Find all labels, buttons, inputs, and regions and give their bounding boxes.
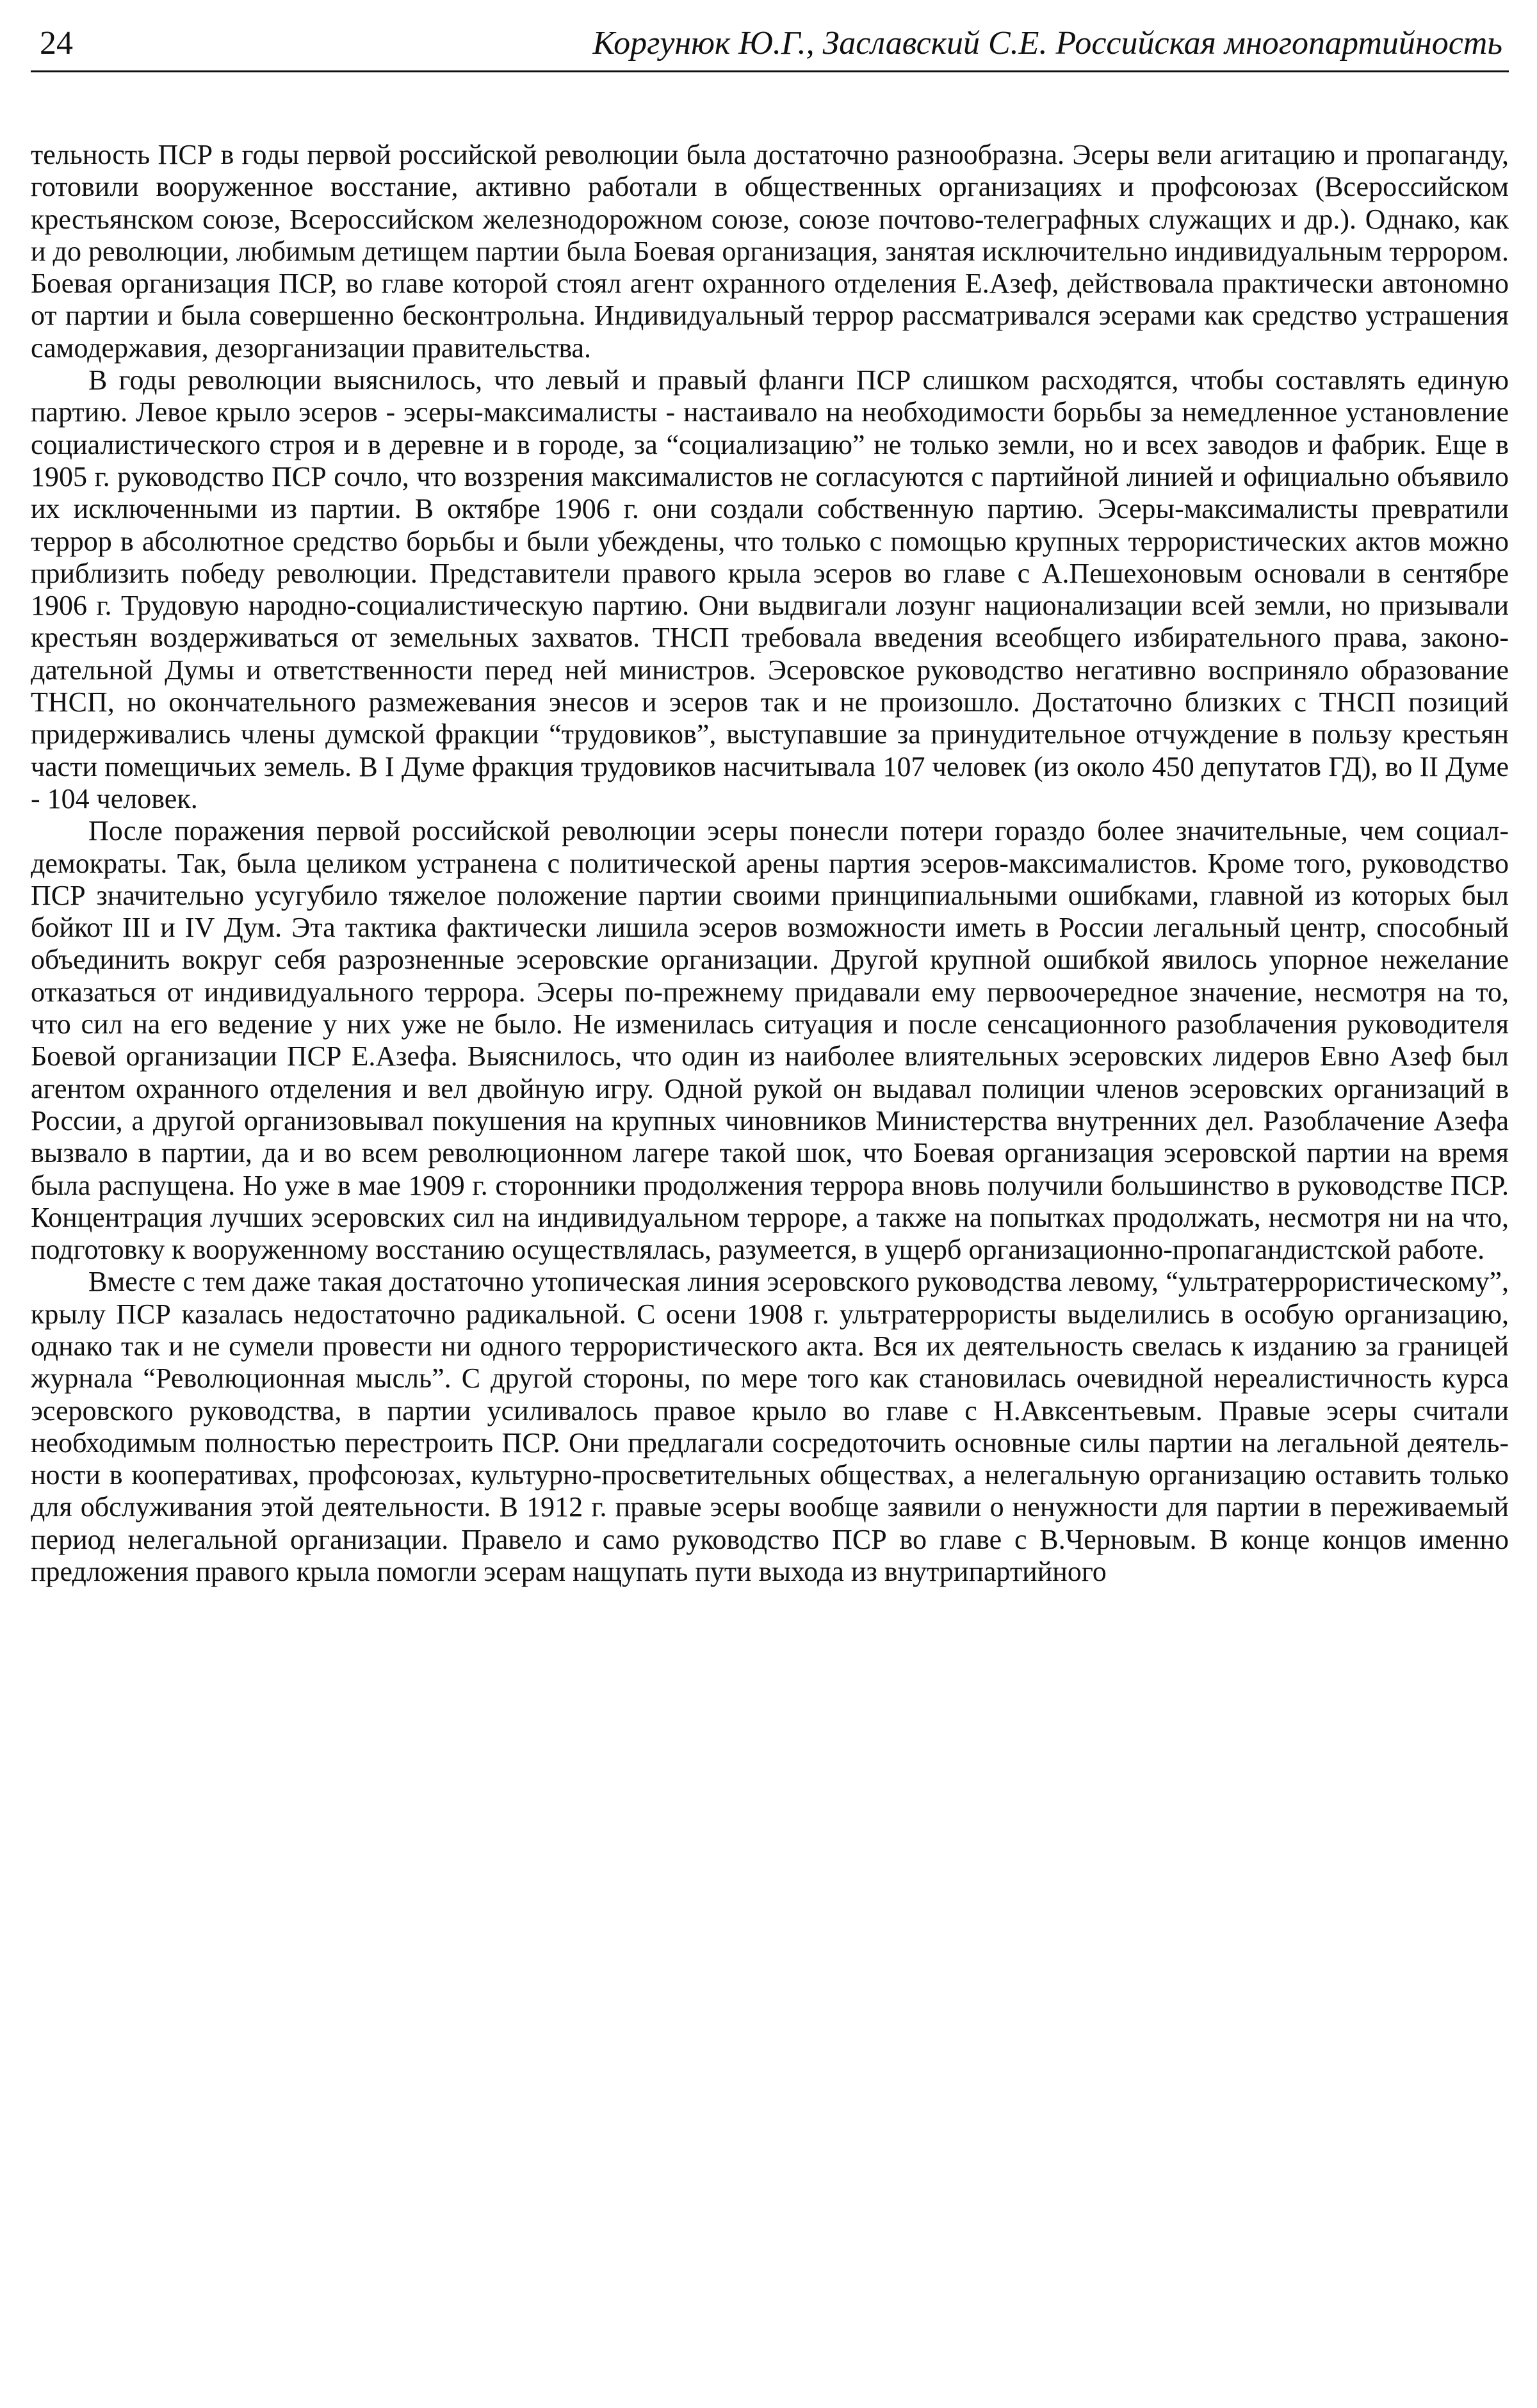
running-header: [31, 19, 1509, 72]
running-title: Коргунюк Ю.Г., Заславский С.Е. Российская многопартийность: [592, 25, 1502, 61]
paragraph: Вместе с тем даже такая достаточно утопическая линия эсеровского руководства левому, “ультратеррористическому”, крылу ПСР казалась недостаточно радикальной. С осени 1908 г. ультратеррористы выделились в особую организацию, однако так и не сумели провести ни одного террористического акта. Вся их деятельность свелась к изданию за границей журнала “Революционная мысль”. С другой стороны, по мере того как становилась очевидной нереалистичность курса эсеровского руководства, в партии усиливалось правое крыло во главе с Н.Авксентьевым. Правые эсеры считали необходимым полностью перестроить ПСР. Они предлагали сосредоточить основные силы партии на легальной деятельности в кооперативах, профсоюзах, культурно-просветительных обществах, а нелегальную организацию оставить только для обслуживания этой деятельности. В 1912 г. правые эсеры вообще заявили о ненужности для партии в переживаемый период нелегальной организации. Правело и само руководство ПСР во главе с В.Черновым. В конце концов именно предложения правого крыла помогли эсерам нащупать пути выхода из внутрипартийного: [31, 1266, 1509, 1588]
page-number: 24: [40, 25, 73, 61]
document-page: [31, 19, 1509, 1588]
paragraph: В годы революции выяснилось, что левый и правый фланги ПСР слишком расходятся, чтобы составлять единую партию. Левое крыло эсеров - эсеры-максималисты - настаивало на необходимости борьбы за немедленное установление социалистического строя и в деревне и в городе, за “социализацию” не только земли, но и всех заводов и фабрик. Еще в 1905 г. руководство ПСР сочло, что воззрения максималистов не согласуются с партийной линией и официально объявило их исключенными из партии. В октябре 1906 г. они создали собственную партию. Эсеры-максималисты превратили террор в абсолютное средство борьбы и были убеждены, что только с помощью крупных террористических актов можно приблизить победу революции. Представители правого крыла эсеров во главе с А.Пешехоновым основали в сентябре 1906 г. Трудовую народно-социалистическую партию. Они выдвигали лозунг национализации всей земли, но призывали крестьян воздерживаться от земельных захватов. ТНСП требовала введения всеобщего избирательного права, законодательной Думы и ответственности перед ней министров. Эсеровское руководство негативно восприняло образование ТНСП, но окончательного размежевания энесов и эсеров так и не произошло. Достаточно близких с ТНСП позиций придерживались члены думской фракции “трудовиков”, выступавшие за принудительное отчуждение в пользу крестьян части помещичьих земель. В I Думе фракция трудовиков насчитывала 107 человек (из около 450 депутатов ГД), во II Думе - 104 человек.: [31, 364, 1509, 814]
paragraph: тельность ПСР в годы первой российской революции была достаточно разнообразна. Эсеры вели агитацию и пропаганду, готовили вооруженное восстание, активно работали в общественных организациях и профсоюзах (Всероссийском крестьянском союзе, Всероссийском железнодорожном союзе, союзе почтово-телеграфных служащих и др.). Однако, как и до революции, любимым детищем партии была Боевая организация, занятая исключительно индивидуальным террором. Боевая организация ПСР, во главе которой стоял агент охранного отделения Е.Азеф, действовала практически автономно от партии и была совершенно бесконтрольна. Индивидуальный террор рассматривался эсерами как средство устрашения самодержавия, дезорганизации правительства.: [31, 139, 1509, 364]
paragraph: После поражения первой российской революции эсеры понесли потери гораздо более значительные, чем социал-демократы. Так, была целиком устранена с политической арены партия эсеров-максималистов. Кроме того, руководство ПСР значительно усугубило тяжелое положение партии своими принципиальными ошибками, главной из которых был бойкот III и IV Дум. Эта тактика фактически лишила эсеров возможности иметь в России легальный центр, способный объединить вокруг себя разрозненные эсеровские организации. Другой крупной ошибкой явилось упорное нежелание отказаться от индивидуального террора. Эсеры по-прежнему придавали ему первоочередное значение, несмотря на то, что сил на его ведение у них уже не было. Не изменилась ситуация и после сенсационного разоблачения руководителя Боевой организации ПСР Е.Азефа. Выяснилось, что один из наиболее влиятельных эсеровских лидеров Евно Азеф был агентом охранного отделения и вел двойную игру. Одной рукой он выдавал полиции членов эсеровских организаций в России, а другой организовывал покушения на крупных чиновников Министерства внутренних дел. Разоблачение Азефа вызвало в партии, да и во всем революционном лагере такой шок, что Боевая организация эсеровской партии на время была распущена. Но уже в мае 1909 г. сторонники продолжения террора вновь получили большинство в руководстве ПСР. Концентрация лучших эсеровских сил на индивидуальном терроре, а также на попытках продолжать, несмотря ни на что, подготовку к вооруженному восстанию осуществлялась, разумеется, в ущерб организационно-пропагандистской работе.: [31, 815, 1509, 1266]
body-text: [31, 139, 1509, 1588]
